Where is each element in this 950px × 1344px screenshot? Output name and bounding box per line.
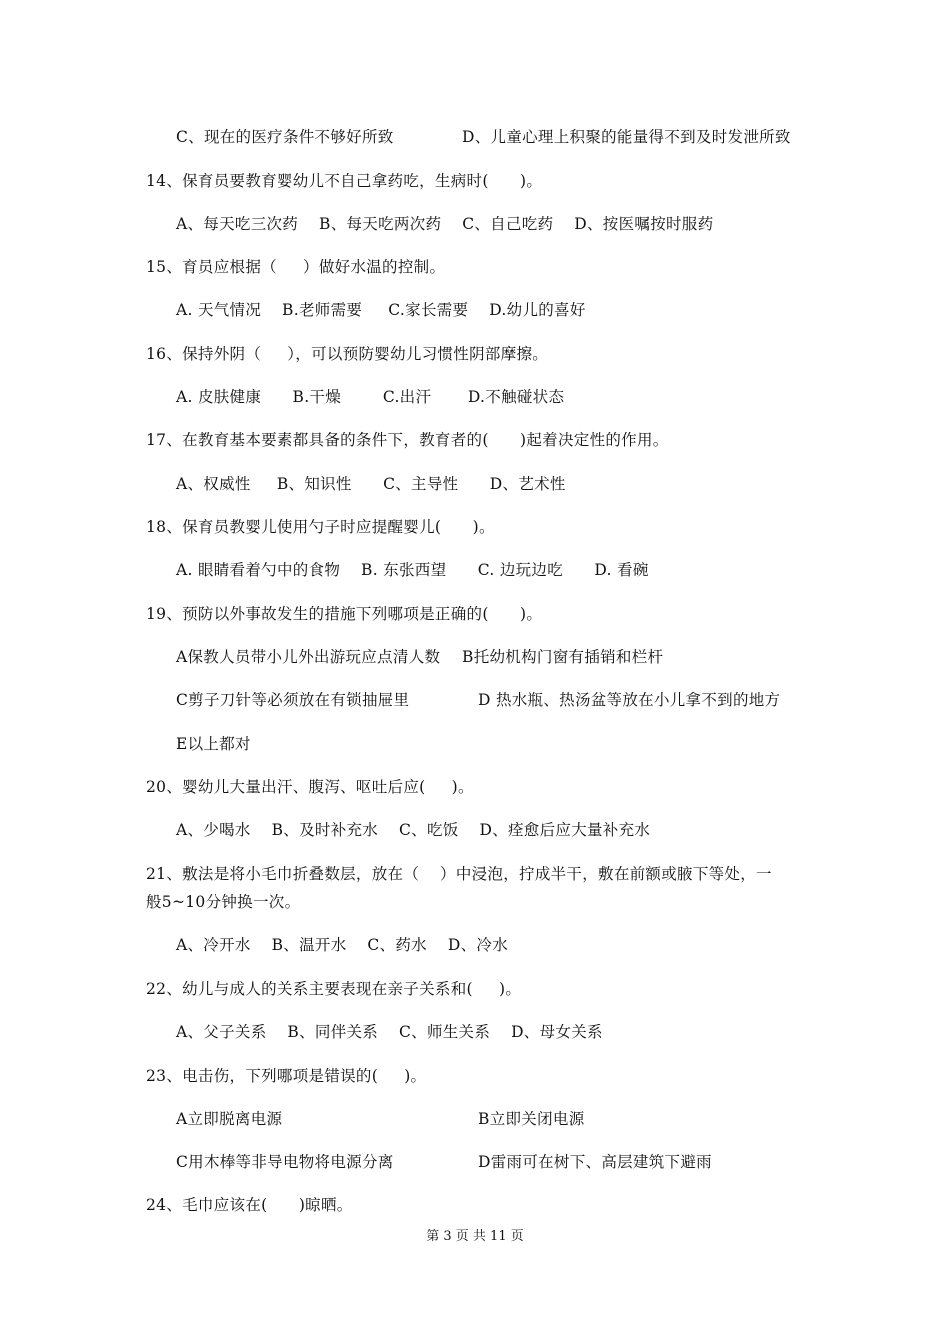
question-16-options: A. 皮肤健康 B.干燥 C.出汗 D.不触碰状态 bbox=[176, 388, 565, 406]
question-23-option-d: D雷雨可在树下、高层建筑下避雨 bbox=[478, 1153, 712, 1171]
question-19: 19、预防以外事故发生的措施下列哪项是正确的( )。 bbox=[146, 605, 543, 623]
question-14: 14、保育员要教育婴幼儿不自己拿药吃，生病时( )。 bbox=[146, 172, 543, 190]
question-19-option-c: C剪子刀针等必须放在有锁抽屉里 bbox=[176, 691, 410, 709]
question-24: 24、毛巾应该在( )晾晒。 bbox=[146, 1196, 353, 1214]
question-23-option-b: B立即关闭电源 bbox=[478, 1110, 585, 1128]
question-18: 18、保育员教婴儿使用勺子时应提醒婴儿( )。 bbox=[146, 518, 495, 536]
question-15: 15、育员应根据（ ）做好水温的控制。 bbox=[146, 258, 446, 276]
question-19-option-e: E以上都对 bbox=[176, 735, 251, 753]
question-23-option-c: C用木棒等非导电物将电源分离 bbox=[176, 1153, 394, 1171]
question-23: 23、电击伤，下列哪项是错误的( )。 bbox=[146, 1067, 427, 1085]
question-19-option-a: A保教人员带小儿外出游玩应点清人数 bbox=[176, 648, 441, 666]
question-16: 16、保持外阴（ ），可以预防婴幼儿习惯性阴部摩擦。 bbox=[146, 345, 549, 363]
question-21-line-1: 21、敷法是将小毛巾折叠数层，放在（ ）中浸泡，拧成半干，敷在前额或腋下等处，一 bbox=[146, 865, 772, 883]
question-21-line-2: 般5~10分钟换一次。 bbox=[146, 893, 301, 911]
q13-option-c: C、现在的医疗条件不够好所致 bbox=[176, 128, 394, 146]
question-21-options: A、冷开水 B、温开水 C、药水 D、冷水 bbox=[176, 936, 508, 954]
question-19-option-d: D 热水瓶、热汤盆等放在小儿拿不到的地方 bbox=[478, 691, 781, 709]
question-19-option-b: B托幼机构门窗有插销和栏杆 bbox=[462, 648, 664, 666]
question-14-options: A、每天吃三次药 B、每天吃两次药 C、自己吃药 D、按医嘱按时服药 bbox=[176, 215, 714, 233]
question-22: 22、幼儿与成人的关系主要表现在亲子关系和( )。 bbox=[146, 980, 522, 998]
question-18-options: A. 眼睛看着勺中的食物 B. 东张西望 C. 边玩边吃 D. 看碗 bbox=[176, 561, 649, 579]
question-17-options: A、权威性 B、知识性 C、主导性 D、艺术性 bbox=[176, 475, 566, 493]
q13-option-d: D、儿童心理上积聚的能量得不到及时发泄所致 bbox=[462, 128, 791, 146]
question-15-options: A. 天气情况 B.老师需要 C.家长需要 D.幼儿的喜好 bbox=[176, 301, 586, 319]
page-footer: 第 3 页 共 11 页 bbox=[426, 1229, 524, 1244]
question-17: 17、在教育基本要素都具备的条件下，教育者的( )起着决定性的作用。 bbox=[146, 431, 669, 449]
question-20-options: A、少喝水 B、及时补充水 C、吃饭 D、痊愈后应大量补充水 bbox=[176, 821, 651, 839]
question-22-options: A、父子关系 B、同伴关系 C、师生关系 D、母女关系 bbox=[176, 1023, 603, 1041]
question-23-option-a: A立即脱离电源 bbox=[176, 1110, 283, 1128]
question-20: 20、婴幼儿大量出汗、腹泻、呕吐后应( )。 bbox=[146, 778, 474, 796]
